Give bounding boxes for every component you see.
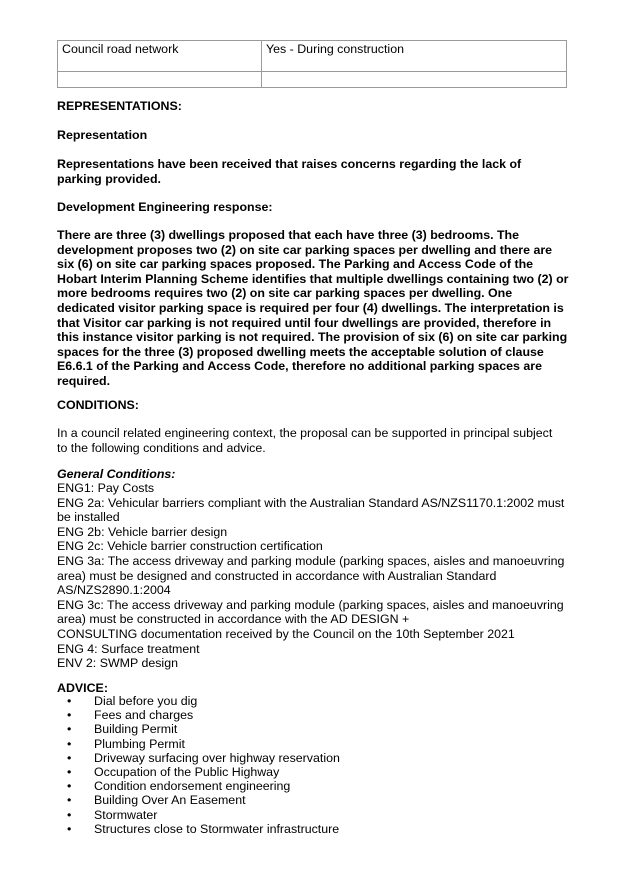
advice-item-text: Dial before you dig xyxy=(94,694,198,708)
condition-item: ENG 2b: Vehicle barrier design xyxy=(57,524,228,539)
list-item xyxy=(57,765,569,779)
representation-label: Representation xyxy=(57,128,148,142)
bullet-icon: • xyxy=(67,694,72,708)
condition-item: CONSULTING documentation received by the Council on the 10th September 2021 xyxy=(57,626,515,641)
list-item xyxy=(57,694,569,708)
info-table xyxy=(57,40,567,88)
bullet-icon: • xyxy=(67,779,72,794)
advice-list-wrap xyxy=(57,694,569,836)
table-row xyxy=(58,72,567,88)
general-conditions-label: General Conditions: xyxy=(57,467,176,481)
advice-item-text: Building Over An Easement xyxy=(94,793,246,808)
list-item xyxy=(57,751,569,765)
list-item xyxy=(57,793,569,807)
advice-heading: ADVICE: xyxy=(57,681,108,695)
condition-item: ENG 3c: The access driveway and parking module (parking spaces, aisles and manoeuvring area) must be constructed in accordance with the AD DESIGN + xyxy=(57,597,564,627)
condition-item: ENG 3a: The access driveway and parking module (parking spaces, aisles and manoeuvring area) must be designed and constructed in accordance with Australian Standard AS/NZS2890.1:2004 xyxy=(57,553,565,598)
advice-list xyxy=(57,694,569,836)
bullet-icon: • xyxy=(67,821,72,836)
table-cell: Yes - During construction xyxy=(262,41,567,72)
list-item xyxy=(57,722,569,736)
bullet-icon: • xyxy=(67,722,72,737)
bullet-icon: • xyxy=(67,736,72,751)
advice-item-text: Fees and charges xyxy=(94,708,194,723)
condition-item: ENV 2: SWMP design xyxy=(57,656,178,671)
list-item xyxy=(57,708,569,722)
bullet-icon: • xyxy=(67,793,72,808)
table-cell xyxy=(58,72,262,88)
condition-item: ENG 2c: Vehicle barrier construction certification xyxy=(57,539,323,554)
advice-item-text: Stormwater xyxy=(94,807,158,822)
bullet-icon: • xyxy=(67,708,72,723)
general-conditions-list xyxy=(57,481,569,671)
list-item xyxy=(57,822,569,836)
table-row xyxy=(58,41,567,72)
condition-item: ENG 2a: Vehicular barriers compliant with the Australian Standard AS/NZS1170.1:2002 must be installed xyxy=(57,495,565,525)
bullet-icon: • xyxy=(67,765,72,780)
representations-heading: REPRESENTATIONS: xyxy=(57,99,182,113)
table-cell: Council road network xyxy=(58,41,262,72)
condition-item: ENG1: Pay Costs xyxy=(57,481,155,495)
list-item xyxy=(57,779,569,793)
list-item xyxy=(57,808,569,822)
dev-eng-text: There are three (3) dwellings proposed that each have three (3) bedrooms. The development proposes two (2) on site car parking spaces per dwelling and there are six (6) on site car parking spaces proposed. The Parking and Access Code of the Hobart Interim Planning Scheme identifies that multiple dwellings containing two (2) or more bedrooms requires two (2) on site car parking spaces per dwelling. One dedicated visitor parking space is required per four (4) dwellings. The interpretation is that Visitor car parking is not required until four dwellings are provided, therefore in this instance visitor parking is not required. The provision of six (6) on site car parking spaces for the three (3) proposed dwelling meets the acceptable solution of clause E6.6.1 of the Parking and Access Code, therefore no additional parking spaces are required. xyxy=(57,228,569,388)
condition-item: ENG 4: Surface treatment xyxy=(57,641,200,656)
table-cell xyxy=(262,72,567,88)
bullet-icon: • xyxy=(67,750,72,765)
list-item xyxy=(57,737,569,751)
conditions-intro: In a council related engineering context, the proposal can be supported in principal subject to the following conditions and advice. xyxy=(57,426,553,455)
bullet-icon: • xyxy=(67,807,72,822)
advice-item-text: Structures close to Stormwater infrastructure xyxy=(94,821,340,836)
advice-item-text: Condition endorsement engineering xyxy=(94,779,291,794)
dev-eng-label: Development Engineering response: xyxy=(57,200,273,214)
advice-item-text: Building Permit xyxy=(94,722,178,737)
advice-item-text: Driveway surfacing over highway reservation xyxy=(94,750,340,765)
representation-text: Representations have been received that raises concerns regarding the lack of parking provided. xyxy=(57,157,522,186)
advice-item-text: Plumbing Permit xyxy=(94,736,185,751)
conditions-heading: CONDITIONS: xyxy=(57,398,139,412)
advice-item-text: Occupation of the Public Highway xyxy=(94,765,280,780)
